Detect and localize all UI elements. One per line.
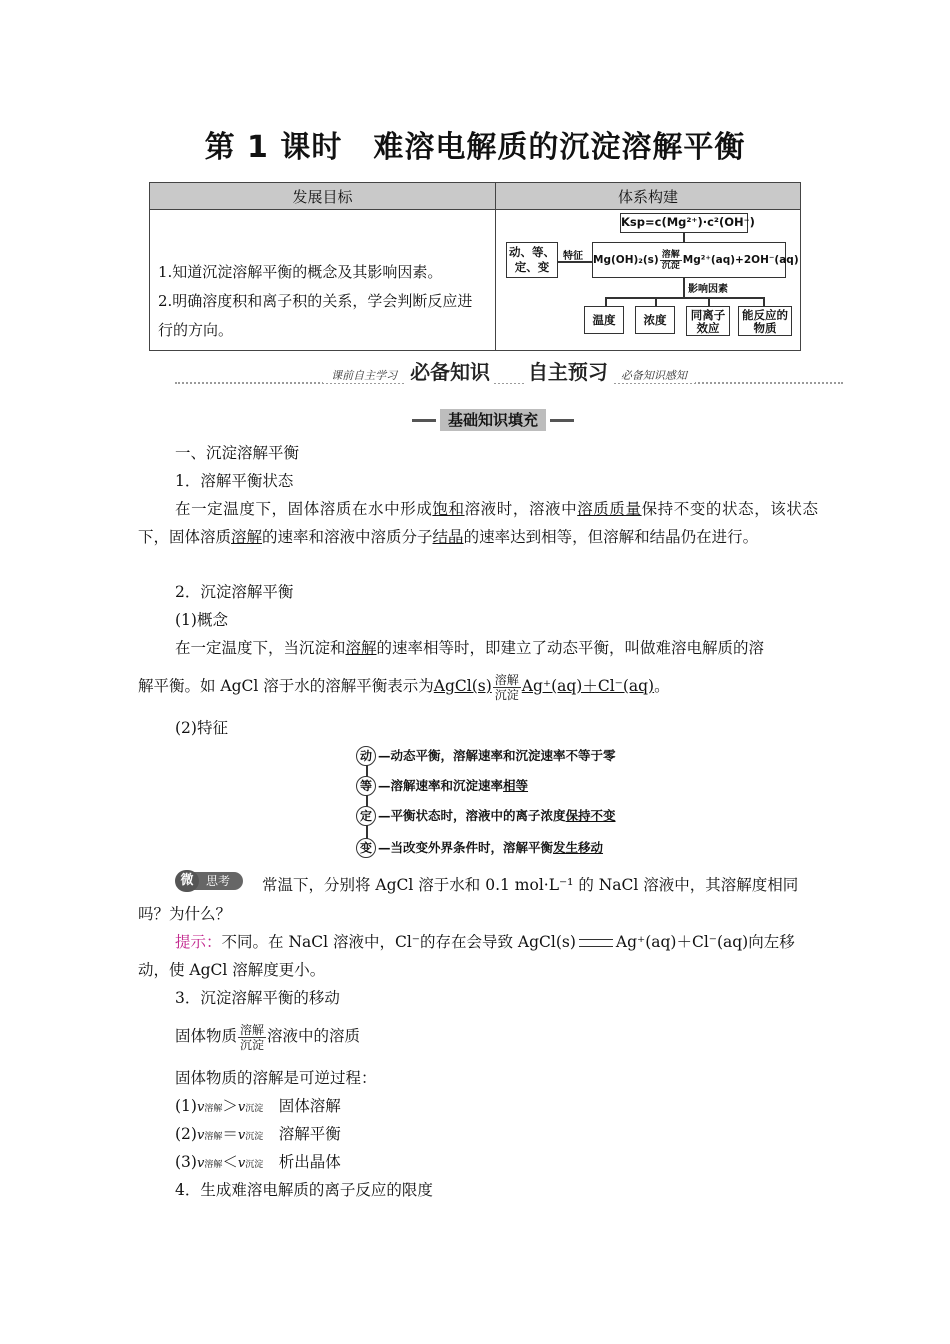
factors-label: 影响因素 (688, 284, 728, 295)
blank-answer: 溶解 (231, 528, 263, 546)
goals-header: 发展目标 (150, 183, 496, 210)
feature-item: 变 —当改变外界条件时，溶解平衡发生移动 (356, 838, 603, 858)
think-answer-end: 动，使 AgCl 溶解度更小。 (138, 961, 326, 979)
think-badge: 思考 微 (175, 870, 245, 892)
banner-left: 课前自主学习 (327, 369, 401, 382)
think-question: 常温下，分别将 AgCl 溶于水和 0.1 mol·L⁻¹ 的 NaCl 溶液中，其溶解度相同 (262, 876, 799, 894)
factor-box: 温度 (584, 306, 624, 334)
banner-main-1: 必备知识 (406, 360, 494, 384)
equation-right: Mg²⁺(aq)+2OH⁻(aq) (682, 254, 799, 266)
structure-header: 体系构建 (496, 183, 801, 210)
sub-banner-label: 基础知识填充 (440, 409, 546, 431)
feature-item: 动 —动态平衡，溶解速率和沉淀速率不等于零 (356, 746, 616, 766)
equation-left: Mg(OH)₂(s) (593, 254, 659, 266)
goal-item: 2.明确溶度积和离子积的关系，学会判断反应进行的方向。 (158, 292, 473, 339)
feature-label: 特征 (563, 251, 583, 262)
move-intro: 固体物质的溶解是可逆过程： (175, 1069, 377, 1087)
item-heading: 3．沉淀溶解平衡的移动 (175, 989, 340, 1007)
condition-item: (3)v溶解＜v沉淀 析出晶体 (175, 1153, 341, 1171)
blank-answer: 饱和 (432, 500, 465, 518)
feature-item: 定 —平衡状态时，溶液中的离子浓度保持不变 (356, 806, 616, 826)
page-title: 第 1 课时 难溶电解质的沉淀溶解平衡 (204, 130, 746, 165)
factor-box: 能反应的物质 (738, 306, 792, 336)
banner-right: 必备知识感知 (617, 369, 691, 382)
factor-box: 浓度 (635, 306, 675, 334)
factor-box: 同离子效应 (686, 306, 730, 336)
hint-label: 提示： (175, 933, 222, 951)
feature-item: 等 —溶解速率和沉淀速率相等 (356, 776, 528, 796)
blank-answer: 溶解 (345, 639, 377, 657)
blank-answer: 结晶 (432, 528, 464, 546)
sub-banner (412, 409, 574, 431)
goals-cell (150, 210, 496, 351)
paragraph-1: 在一定温度下，固体溶质在水中形成饱和溶液时，溶液中溶质质量保持不变的状态，该状态下，固体溶质溶解的速率和溶液中溶质分子结晶的速率达到相等，但溶解和结晶仍在进行。 (138, 500, 818, 546)
paragraph-2-line-1: 在一定温度下，当沉淀和溶解的速率相等时，即建立了动态平衡，叫做难溶电解质的溶 (175, 639, 765, 657)
blank-answer: 溶质质量 (577, 500, 642, 518)
goal-item: 1.知道沉淀溶解平衡的概念及其影响因素。 (158, 263, 443, 281)
sub-heading: (1)概念 (175, 611, 228, 629)
condition-item: (2)v溶解＝v沉淀 溶解平衡 (175, 1125, 341, 1143)
item-heading: 2．沉淀溶解平衡 (175, 583, 294, 601)
ksp-box: Ksp=c(Mg²⁺)·c²(OH⁻) (620, 213, 748, 233)
item-heading: 4．生成难溶电解质的离子反应的限度 (175, 1181, 433, 1199)
sub-heading: (2)特征 (175, 719, 228, 737)
think-question-end: 吗？为什么？ (138, 905, 232, 923)
features-box: 动、等、定、变 (506, 242, 558, 278)
equation-bottom: 沉淀 (661, 260, 680, 271)
arrow-circle-icon (499, 369, 519, 381)
section-heading: 一、沉淀溶解平衡 (175, 444, 300, 462)
equation-box (592, 242, 799, 278)
equation-top: 溶解 (661, 249, 680, 260)
equilibrium-arrow-icon (579, 939, 613, 947)
paragraph-2-line-2: 解平衡。如 AgCl 溶于水的溶解平衡表示为AgCl(s) $\frac{\text{溶解}}{\text{沉淀}}$ Ag⁺(aq)＋Cl⁻(aq)。 (138, 672, 670, 702)
think-answer: 提示：不同。在 NaCl 溶液中，Cl⁻的存在会导致 AgCl(s) Ag⁺(aq)＋Cl⁻(aq)向左移 (175, 933, 795, 951)
item-heading: 1．溶解平衡状态 (175, 472, 294, 490)
section-banner (175, 356, 843, 386)
banner-main-2: 自主预习 (524, 360, 612, 384)
move-equation: 固体物质 $\frac{\text{溶解}}{\text{沉淀}}$ 溶液中的溶质 (175, 1022, 361, 1052)
condition-item: (1)v溶解＞v沉淀 固体溶解 (175, 1097, 341, 1115)
